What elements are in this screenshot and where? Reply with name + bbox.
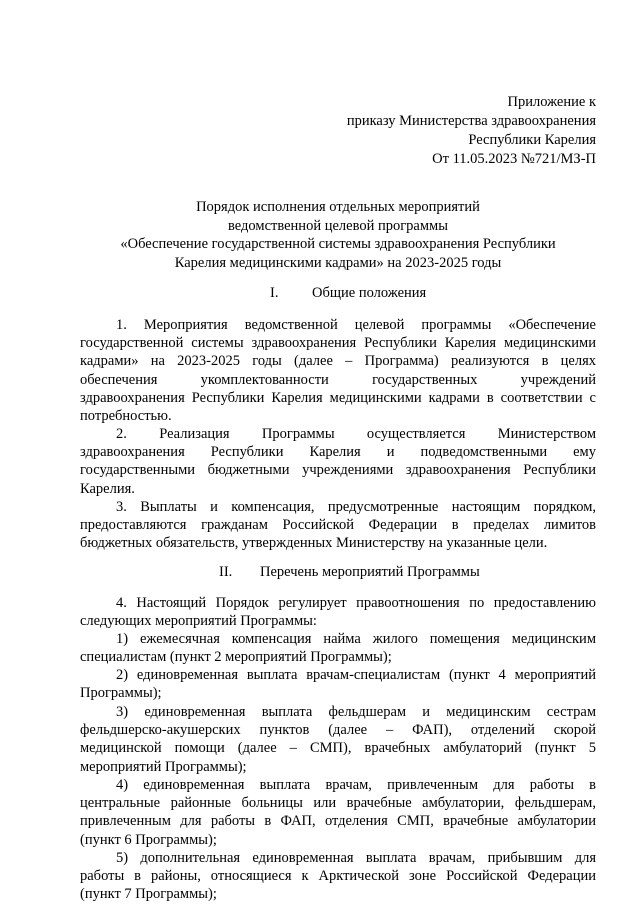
section-number: I. bbox=[270, 285, 279, 301]
text-line: здравоохранения Республики Карелия медицинскими кадрами в соответствии с bbox=[80, 389, 596, 406]
text-line: медицинской помощи (далее – СМП), врачебных амбулаторий (пункт 5 bbox=[80, 740, 596, 757]
text-line: (пункт 7 Программы); bbox=[80, 886, 217, 903]
text-line: 4. Настоящий Порядок регулирует правоотношения по предоставлению bbox=[116, 595, 596, 611]
text-line: мероприятий Программы); bbox=[80, 758, 247, 775]
text-line: предоставляются гражданам Российской Федерации в пределах лимитов bbox=[80, 517, 596, 534]
header-line: Приложение к bbox=[507, 94, 596, 110]
text-line: обеспечения укомплектованности государственных учреждений bbox=[80, 371, 596, 388]
text-line: центральные районные больницы или врачебные амбулатории, фельдшерам, bbox=[80, 795, 596, 812]
header-line: Республики Карелия bbox=[468, 132, 596, 148]
text-line: здравоохранения Республики Карелия и подведомственными ему bbox=[80, 444, 596, 461]
text-line: специалистам (пункт 2 мероприятий Программы); bbox=[80, 649, 392, 666]
list-item-4 bbox=[80, 776, 596, 849]
list-item-3 bbox=[80, 703, 596, 776]
title-line: «Обеспечение государственной системы здравоохранения Республики bbox=[120, 236, 556, 252]
header-line: приказу Министерства здравоохранения bbox=[346, 113, 596, 129]
paragraph-2 bbox=[80, 425, 596, 498]
text-line: 3) единовременная выплата фельдшерам и медицинским сестрам bbox=[116, 704, 596, 720]
document-title bbox=[80, 198, 596, 272]
text-line: Программы); bbox=[80, 685, 162, 702]
title-line: ведомственной целевой программы bbox=[228, 217, 448, 234]
document-header bbox=[300, 93, 596, 169]
text-line: потребностью. bbox=[80, 407, 172, 424]
text-line: государственной системы здравоохранения Республики Карелия медицинскими bbox=[80, 335, 596, 352]
list-item-2 bbox=[80, 666, 596, 702]
list-item-5 bbox=[80, 849, 596, 904]
text-line: следующих мероприятий Программы: bbox=[80, 613, 317, 630]
text-line: 5) дополнительная единовременная выплата врачам, прибывшим для bbox=[116, 850, 596, 866]
text-line: государственными бюджетными учреждениями здравоохранения Республики bbox=[80, 462, 596, 479]
text-line: бюджетных обязательств, утвержденных Министерству на указанные цели. bbox=[80, 535, 548, 552]
text-line: 1) ежемесячная компенсация найма жилого помещения медицинским bbox=[116, 631, 596, 647]
paragraph-1 bbox=[80, 316, 596, 425]
title-line: Порядок исполнения отдельных мероприятий bbox=[196, 199, 480, 215]
text-line: 4) единовременная выплата врачам, привлеченным для работы в bbox=[116, 777, 596, 793]
list-item-1 bbox=[80, 630, 596, 666]
text-line: 2. Реализация Программы осуществляется Министерством bbox=[116, 426, 596, 442]
header-line: От 11.05.2023 №721/МЗ-П bbox=[432, 151, 596, 167]
text-line: 3. Выплаты и компенсация, предусмотренные настоящим порядком, bbox=[116, 499, 596, 515]
paragraph-4 bbox=[80, 594, 596, 630]
text-line: фельдшерско-акушерских пунктов (далее – ФАП), отделений скорой bbox=[80, 722, 596, 739]
text-line: Карелия. bbox=[80, 480, 135, 497]
text-line: работы в районы, относящиеся к Арктической зоне Российской Федерации bbox=[80, 868, 596, 885]
section-title: Перечень мероприятий Программы bbox=[260, 564, 480, 580]
paragraph-3 bbox=[80, 498, 596, 553]
text-line: (пункт 6 Программы); bbox=[80, 831, 217, 848]
text-line: 2) единовременная выплата врачам-специалистам (пункт 4 мероприятий bbox=[116, 667, 596, 683]
title-line: Карелия медицинскими кадрами» на 2023-2025 годы bbox=[174, 254, 502, 271]
text-line: 1. Мероприятия ведомственной целевой программы «Обеспечение bbox=[116, 317, 596, 333]
section-number: II. bbox=[219, 564, 233, 580]
text-line: привлеченным для работы в ФАП, отделения СМП, врачебные амбулатории bbox=[80, 813, 596, 830]
text-line: кадрами» на 2023-2025 годы (далее – Программа) реализуются в целях bbox=[80, 353, 596, 370]
section-title: Общие положения bbox=[312, 285, 427, 301]
